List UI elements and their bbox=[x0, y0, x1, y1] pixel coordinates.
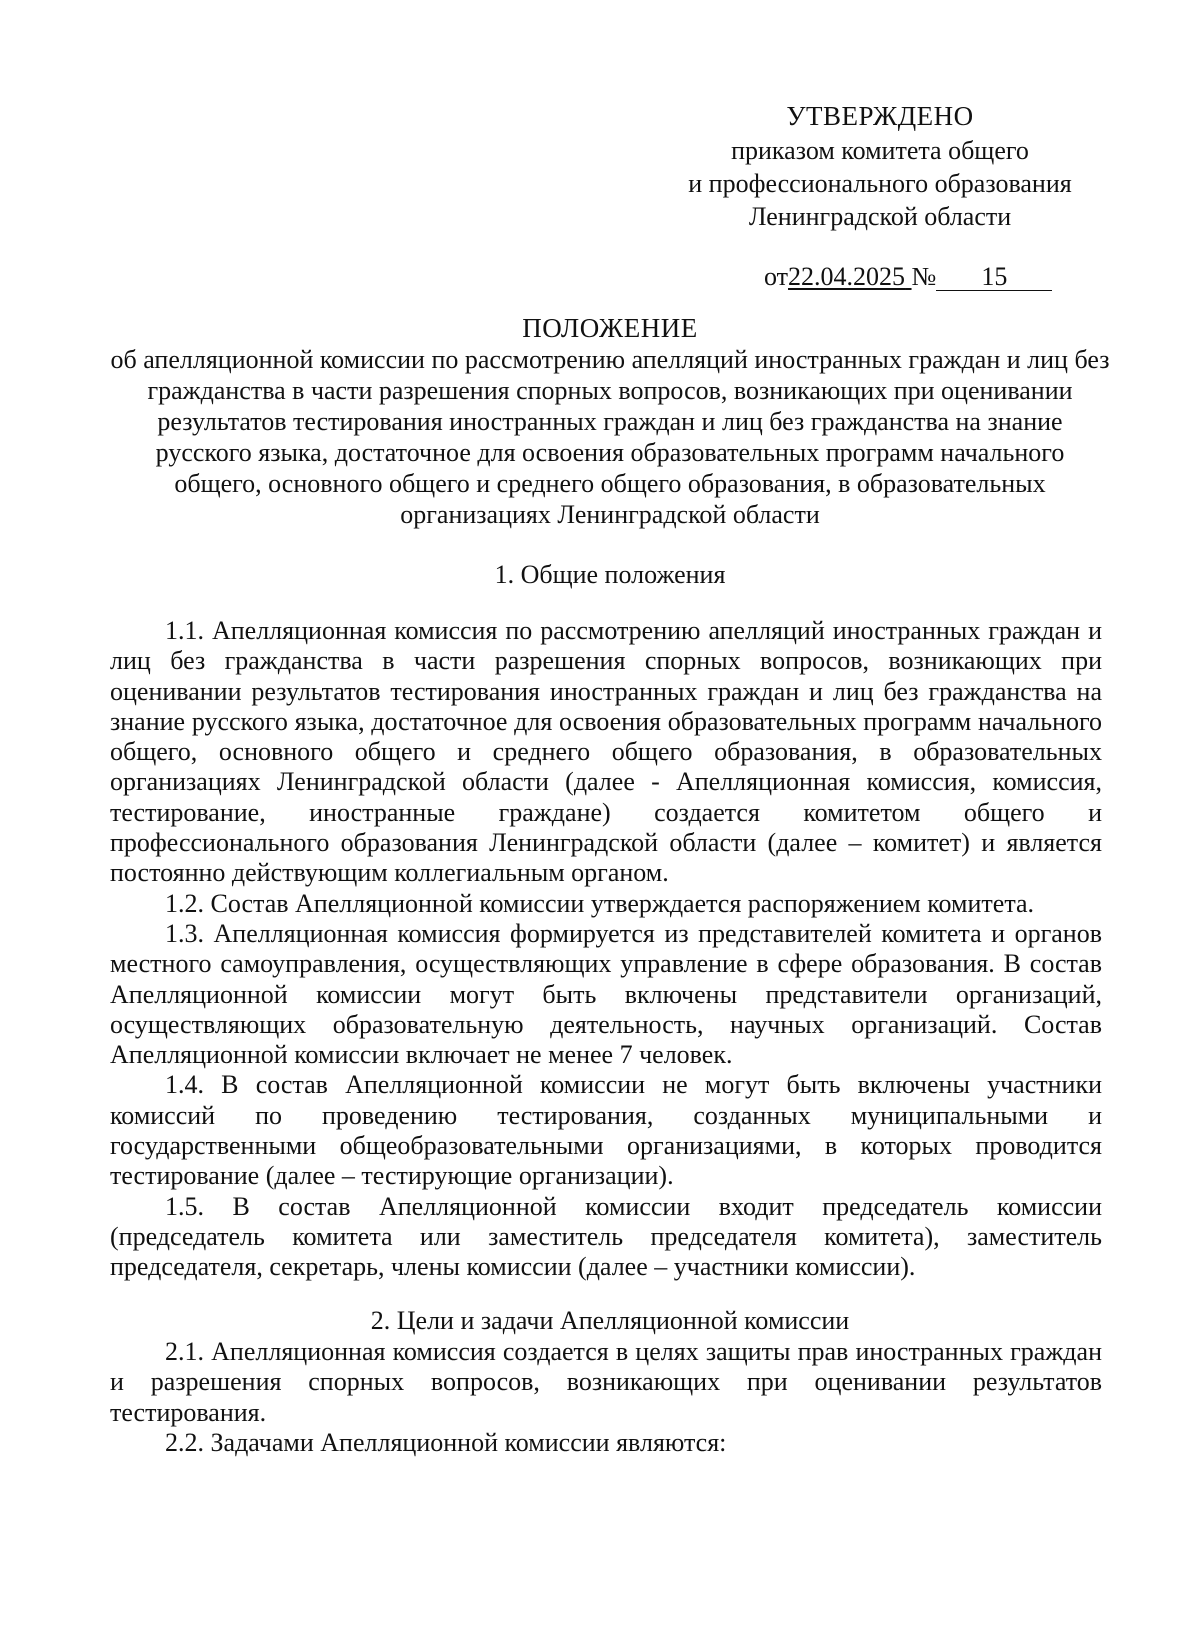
paragraph-1-4: 1.4. В состав Апелляционной комиссии не могут быть включены участники комиссий по проведению тестирования, созданных муниципальными и государственными общеобразовательными организациями, в которых проводится тестирование (далее – тестирующие организации). bbox=[110, 1070, 1102, 1191]
approval-line-2: и профессионального образования bbox=[688, 169, 1072, 198]
order-from-label: от bbox=[764, 262, 789, 291]
paragraph-2-2: 2.2. Задачами Апелляционной комиссии являются: bbox=[165, 1427, 727, 1457]
section-1-heading: 1. Общие положения bbox=[494, 560, 726, 589]
order-number-sign: № bbox=[911, 262, 937, 291]
approval-line-3: Ленинградской области bbox=[748, 202, 1012, 231]
paragraph-2-1: 2.1. Апелляционная комиссия создается в целях защиты прав иностранных граждан и разрешения спорных вопросов, возникающих при оценивании результатов тестирования. bbox=[110, 1337, 1102, 1427]
section-1-body bbox=[110, 616, 1102, 1283]
paragraph-1-1: 1.1. Апелляционная комиссия по рассмотрению апелляций иностранных граждан и лиц без гражданства в части разрешения спорных вопросов, возникающих при оценивании результатов тестирования иностранных граждан и лиц без гражданства на знание русского языка, достаточное для освоения образовательных программ начального общего, основного общего и среднего общего образования, в образовательных организациях Ленинградской области (далее - Апелляционная комиссия, комиссия, тестирование, иностранные граждане) создается комитетом общего и профессионального образования Ленинградской области (далее – комитет) и является постоянно действующим коллегиальным органом. bbox=[110, 616, 1102, 888]
approval-line-1: приказом комитета общего bbox=[731, 136, 1029, 165]
order-date-number bbox=[764, 262, 1084, 292]
section-2-heading: 2. Цели и задачи Апелляционной комиссии bbox=[370, 1306, 850, 1335]
paragraph-1-2: 1.2. Состав Апелляционной комиссии утверждается распоряжением комитета. bbox=[165, 888, 1035, 918]
paragraph-1-5: 1.5. В состав Апелляционной комиссии входит председатель комиссии (председатель комитета или заместитель председателя комитета), заместитель председателя, секретарь, члены комиссии (далее – участники комиссии). bbox=[110, 1191, 1102, 1282]
order-number: 15 bbox=[936, 264, 1052, 291]
document-subtitle: об апелляционной комиссии по рассмотрению апелляций иностранных граждан и лиц без гражданства в части разрешения спорных вопросов, возникающих при оценивании результатов тестирования иностранных граждан и лиц без гражданства на знание русского языка, достаточное для освоения образовательных программ начального общего, основного общего и среднего общего образования, в образовательных организациях Ленинградской области bbox=[110, 345, 1110, 529]
order-date: 22.04.2025 bbox=[788, 262, 906, 291]
approved-label: УТВЕРЖДЕНО bbox=[786, 101, 974, 131]
approval-stamp-block bbox=[660, 100, 1100, 233]
document-title: ПОЛОЖЕНИЕ bbox=[522, 313, 698, 343]
section-2-body bbox=[110, 1337, 1102, 1458]
paragraph-1-3: 1.3. Апелляционная комиссия формируется из представителей комитета и органов местного самоуправления, осуществляющих управление в сфере образования. В состав Апелляционной комиссии могут быть включены представители организаций, осуществляющих образовательную деятельность, научных организаций. Состав Апелляционной комиссии включает не менее 7 человек. bbox=[110, 918, 1102, 1070]
